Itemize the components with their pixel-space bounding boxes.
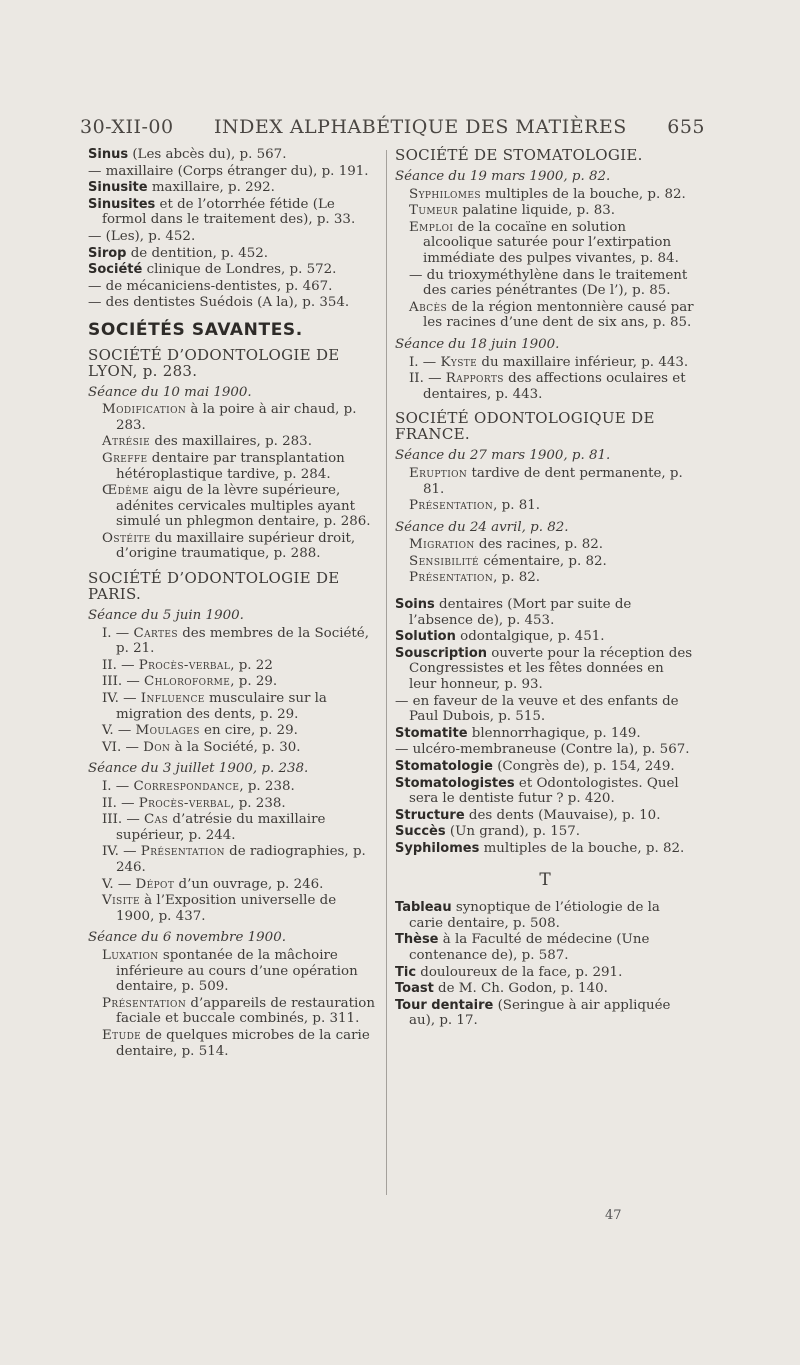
index-subentry: I. — Correspondance, p. 238.: [102, 779, 295, 794]
left-column: [88, 147, 378, 1060]
index-subentry: III. — Cas d’atrésie du maxillaire supérieur, p. 244.: [102, 812, 326, 843]
signature-mark: 47: [605, 1208, 622, 1223]
index-subentry: Œdème aigu de la lèvre supérieure, adénites cervicales multiples ayant simulé un phlegmon dentaire, p. 286.: [102, 483, 371, 530]
index-entry: Tour dentaire (Seringue à air appliquée au), p. 17.: [395, 997, 671, 1029]
header-date: 30-XII-00: [80, 116, 174, 138]
seance-date: Séance du 5 juin 1900.: [88, 608, 244, 624]
right-column: [395, 147, 695, 1030]
index-subentry: Ostéite du maxillaire supérieur droit, d’origine traumatique, p. 288.: [102, 530, 356, 562]
section-heading: SOCIÉTÉS SAVANTES.: [88, 319, 303, 340]
index-subentry: I. — Cartes des membres de la Société, p. 21.: [102, 625, 369, 657]
index-subentry: V. — Dépot d’un ouvrage, p. 246.: [102, 876, 324, 892]
index-subentry: Présentation d’appareils de restauration faciale et buccale combinés, p. 311.: [102, 995, 375, 1027]
index-entry: Stomatite blennorrhagique, p. 149.: [395, 725, 641, 741]
index-subentry: II. — Procès-verbal, p. 238.: [102, 795, 286, 811]
index-entry: Société clinique de Londres, p. 572.: [88, 262, 337, 278]
index-subentry: Emploi de la cocaïne en solution alcoolique saturée pour l’extirpation immédiate des pulpes vivantes, p. 84.: [409, 219, 679, 266]
index-entry: Stomatologie (Congrès de), p. 154, 249.: [395, 759, 675, 774]
index-entry: Tic douloureux de la face, p. 291.: [395, 964, 623, 980]
index-subentry: — du trioxyméthylène dans le traitement des caries pénétrantes (De l’), p. 85.: [409, 267, 688, 299]
index-entry: Structure des dents (Mauvaise), p. 10.: [395, 807, 661, 823]
index-entry: — des dentistes Suédois (A la), p. 354.: [88, 295, 350, 311]
seance-date: Séance du 19 mars 1900, p. 82.: [395, 169, 611, 184]
index-entry: — ulcéro-membraneuse (Contre la), p. 567.: [395, 742, 690, 758]
index-subentry: Greffe dentaire par transplantation hétéroplastique tardive, p. 284.: [102, 450, 345, 482]
seance-date: Séance du 6 novembre 1900.: [88, 930, 286, 946]
society-heading: SOCIÉTÉ DE STOMATOLOGIE.: [395, 146, 643, 164]
index-entry: Sinus (Les abcès du), p. 567.: [88, 147, 287, 162]
index-subentry: Etude de quelques microbes de la carie dentaire, p. 514.: [102, 1027, 370, 1059]
page-title: INDEX ALPHABÉTIQUE DES MATIÈRES: [214, 116, 627, 138]
index-subentry: II. — Procès-verbal, p. 22: [102, 657, 273, 673]
index-entry: Syphilomes multiples de la bouche, p. 82.: [395, 840, 685, 856]
index-entry: Souscription ouverte pour la réception des Congressistes et les fêtes données en leur honneur, p. 93.: [395, 645, 693, 693]
running-head: [80, 116, 705, 138]
index-subentry: Présentation, p. 81.: [409, 498, 541, 514]
index-subentry: Présentation, p. 82.: [409, 570, 541, 586]
index-subentry: IV. — Influence musculaire sur la migration des dents, p. 29.: [102, 691, 327, 722]
index-subentry: Modification à la poire à air chaud, p. 283.: [102, 402, 357, 433]
index-entry: — de mécaniciens-dentistes, p. 467.: [88, 278, 333, 294]
index-entry: Sirop de dentition, p. 452.: [88, 245, 269, 261]
index-entry: — (Les), p. 452.: [88, 228, 196, 244]
society-heading: SOCIÉTÉ D’ODONTOLOGIE DE LYON, p. 283.: [88, 345, 340, 380]
index-entry: Thèse à la Faculté de médecine (Une contenance de), p. 587.: [395, 932, 650, 963]
seance-date: Séance du 3 juillet 1900, p. 238.: [88, 761, 309, 777]
seance-date: Séance du 27 mars 1900, p. 81.: [395, 448, 611, 464]
index-subentry: Tumeur palatine liquide, p. 83.: [409, 203, 616, 219]
index-subentry: Visite à l’Exposition universelle de 1900, p. 437.: [102, 893, 337, 924]
index-entry: Sinusites et de l’otorrhée fétide (Le formol dans le traitement des), p. 33.: [88, 196, 356, 228]
index-subentry: I. — Kyste du maxillaire inférieur, p. 443.: [409, 354, 689, 370]
index-subentry: Sensibilité cémentaire, p. 82.: [409, 553, 607, 569]
index-subentry: Abcès de la région mentonnière causé par les racines d’une dent de six ans, p. 85.: [409, 299, 694, 331]
index-entry: Solution odontalgique, p. 451.: [395, 629, 605, 645]
index-subentry: Atrésie des maxillaires, p. 283.: [102, 434, 312, 450]
society-heading: SOCIÉTÉ D’ODONTOLOGIE DE PARIS.: [88, 569, 340, 604]
seance-date: Séance du 18 juin 1900.: [395, 336, 560, 352]
index-entry: Toast de M. Ch. Godon, p. 140.: [395, 981, 608, 997]
section-letter: T: [539, 869, 551, 890]
index-entry: — en faveur de la veuve et des enfants de Paul Dubois, p. 515.: [395, 693, 679, 725]
index-entry: Tableau synoptique de l’étiologie de la carie dentaire, p. 508.: [395, 900, 660, 931]
index-subentry: Eruption tardive de dent permanente, p. 81.: [409, 465, 683, 497]
index-subentry: II. — Rapports des affections oculaires et dentaires, p. 443.: [409, 371, 686, 402]
index-subentry: Luxation spontanée de la mâchoire inférieure au cours d’une opération dentaire, p. 509.: [102, 947, 358, 995]
index-entry: — maxillaire (Corps étranger du), p. 191.: [88, 163, 369, 179]
index-entry: Sinusite maxillaire, p. 292.: [88, 180, 275, 196]
index-subentry: IV. — Présentation de radiographies, p. 246.: [102, 844, 366, 875]
page-number: 655: [667, 116, 705, 138]
index-subentry: VI. — Don à la Société, p. 30.: [102, 739, 301, 755]
seance-date: Séance du 24 avril, p. 82.: [395, 519, 569, 535]
index-subentry: Syphilomes multiples de la bouche, p. 82.: [409, 186, 686, 202]
index-subentry: Migration des racines, p. 82.: [409, 537, 604, 553]
index-subentry: V. — Moulages en cire, p. 29.: [102, 723, 298, 739]
index-entry: Succès (Un grand), p. 157.: [395, 824, 581, 840]
index-entry: Stomatologistes et Odontologistes. Quel sera le dentiste futur ? p. 420.: [395, 775, 679, 807]
index-subentry: III. — Chloroforme, p. 29.: [102, 674, 278, 690]
index-entry: Soins dentaires (Mort par suite de l’absence de), p. 453.: [395, 597, 632, 628]
column-rule: [386, 150, 387, 1195]
society-heading: SOCIÉTÉ ODONTOLOGIQUE DE FRANCE.: [395, 409, 655, 444]
seance-date: Séance du 10 mai 1900.: [88, 384, 252, 400]
